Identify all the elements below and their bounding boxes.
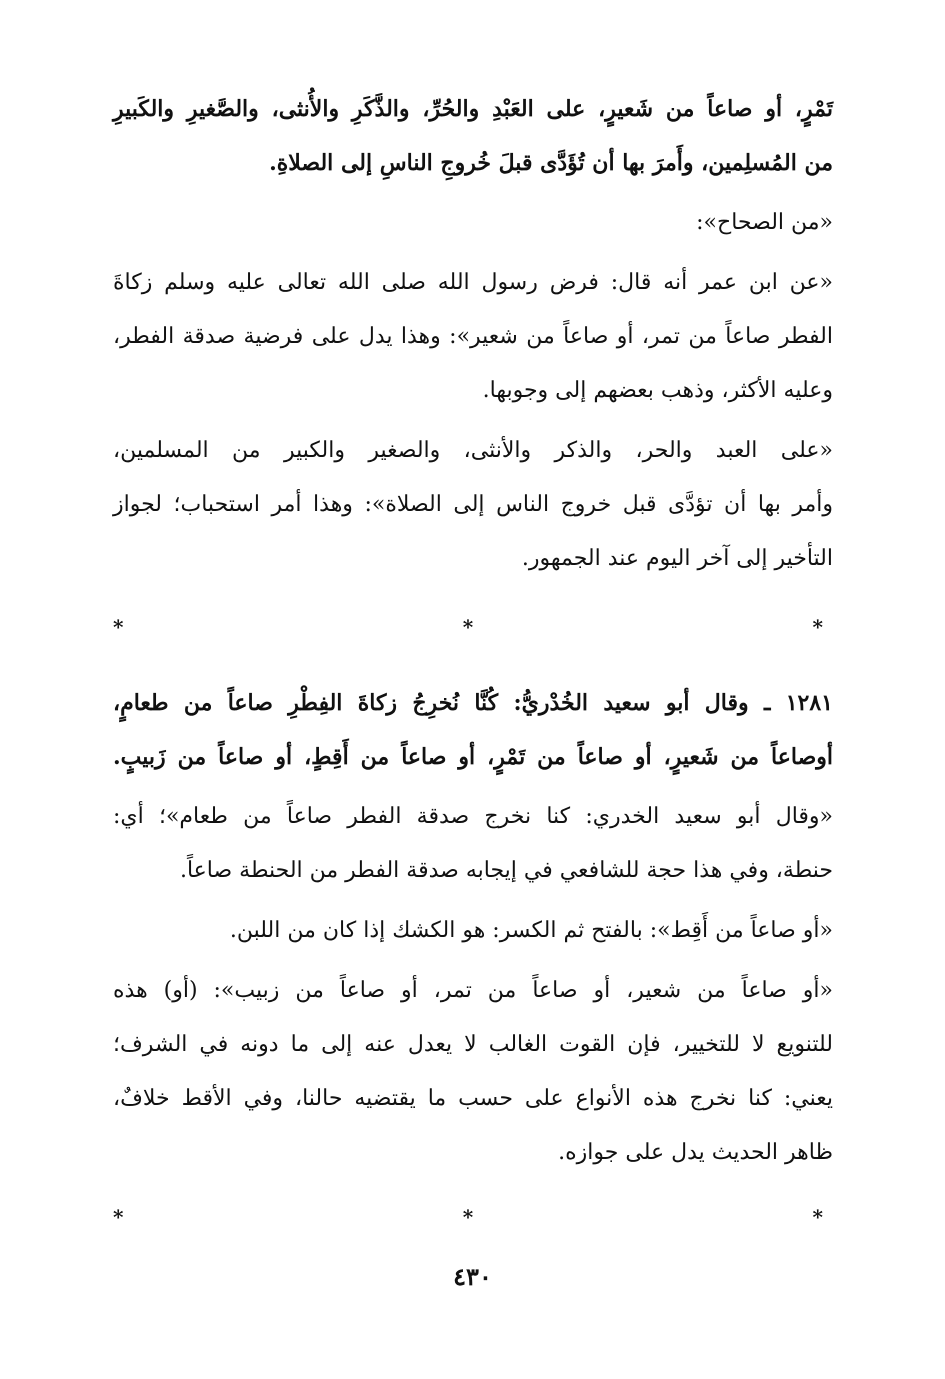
page-number: ٤٣٠ (453, 1262, 492, 1291)
commentary-1-line-2: الفطر صاعاً من تمر، أو صاعاً من شعير»: وهذا يدل على فرضية صدقة الفطر، (113, 324, 833, 349)
commentary-3-line-1: «وقال أبو سعيد الخدري: كنا نخرج صدقة الفطر صاعاً من طعام»؛ أي: (113, 804, 833, 829)
commentary-1-line-3: وعليه الأكثر، وذهب بعضهم إلى وجوبها. (482, 378, 833, 403)
commentary-2-line-3: التأخير إلى آخر اليوم عند الجمهور. (521, 546, 833, 571)
commentary-paragraph-2 (113, 424, 833, 586)
hadith-1281-line-1: ١٢٨١ ـ وقال أبو سعيد الخُدْريُّ: كُنَّا نُخرِجُ زكاةَ الفِطْرِ صاعاً من طعامٍ، (113, 690, 833, 716)
section-separator-1: * * * (113, 615, 833, 639)
page-content (113, 82, 833, 1244)
commentary-paragraph-3 (113, 790, 833, 898)
commentary-4-line-1: «أو صاعاً من أَقِط»: بالفتح ثم الكسر: هو الكشك إذا كان من اللبن. (229, 918, 833, 943)
section-label-block (113, 196, 833, 250)
commentary-5-line-1: «أو صاعاً من شعير، أو صاعاً من تمر، أو صاعاً من زبيب»: (أو) هذه (113, 978, 833, 1003)
commentary-5-line-4: ظاهر الحديث يدل على جوازه. (558, 1140, 833, 1165)
section-label: «من الصحاح»: (696, 210, 833, 235)
commentary-3-line-2: حنطة، وفي هذا حجة للشافعي في إيجابه صدقة الفطر من الحنطة صاعاً. (179, 858, 833, 883)
commentary-5-line-2: للتنويع لا للتخيير، فإن القوت الغالب لا يعدل عنه إلى ما دونه في الشرف؛ (113, 1032, 833, 1057)
commentary-paragraph-5 (113, 964, 833, 1180)
commentary-2-line-2: وأمر بها أن تؤدَّى قبل خروج الناس إلى الصلاة»: وهذا أمر استحباب؛ لجواز (113, 492, 833, 517)
hadith-line-2: من المُسلِمين، وأَمرَ بها أن تُؤَدَّى قبلَ خُروجِ الناسِ إلى الصلاةِ. (269, 150, 833, 176)
commentary-paragraph-1 (113, 256, 833, 418)
hadith-line-1: تَمْرٍ، أو صاعاً من شَعيرٍ، على العَبْدِ والحُرِّ، والذَّكَرِ والأُنثى، والصَّغيرِ والكَبيرِ (113, 96, 833, 122)
commentary-paragraph-4 (113, 904, 833, 958)
hadith-continuation (113, 82, 833, 190)
commentary-1-line-1: «عن ابن عمر أنه قال: فرض رسول الله صلى الله تعالى عليه وسلم زكاةَ (113, 270, 833, 295)
hadith-1281-line-2: أوصاعاً من شَعيرٍ، أو صاعاً من تَمْرٍ، أو صاعاً من أَقِطٍ، أو صاعاً من زَبيبٍ. (113, 744, 833, 770)
hadith-1281 (113, 676, 833, 784)
commentary-5-line-3: يعني: كنا نخرج هذه الأنواع على حسب ما يقتضيه حالنا، وفي الأقط خلافٌ، (113, 1086, 833, 1111)
commentary-2-line-1: «على العبد والحر، والذكر والأنثى، والصغير والكبير من المسلمين، (113, 438, 833, 463)
section-separator-2: * * * (113, 1205, 833, 1229)
